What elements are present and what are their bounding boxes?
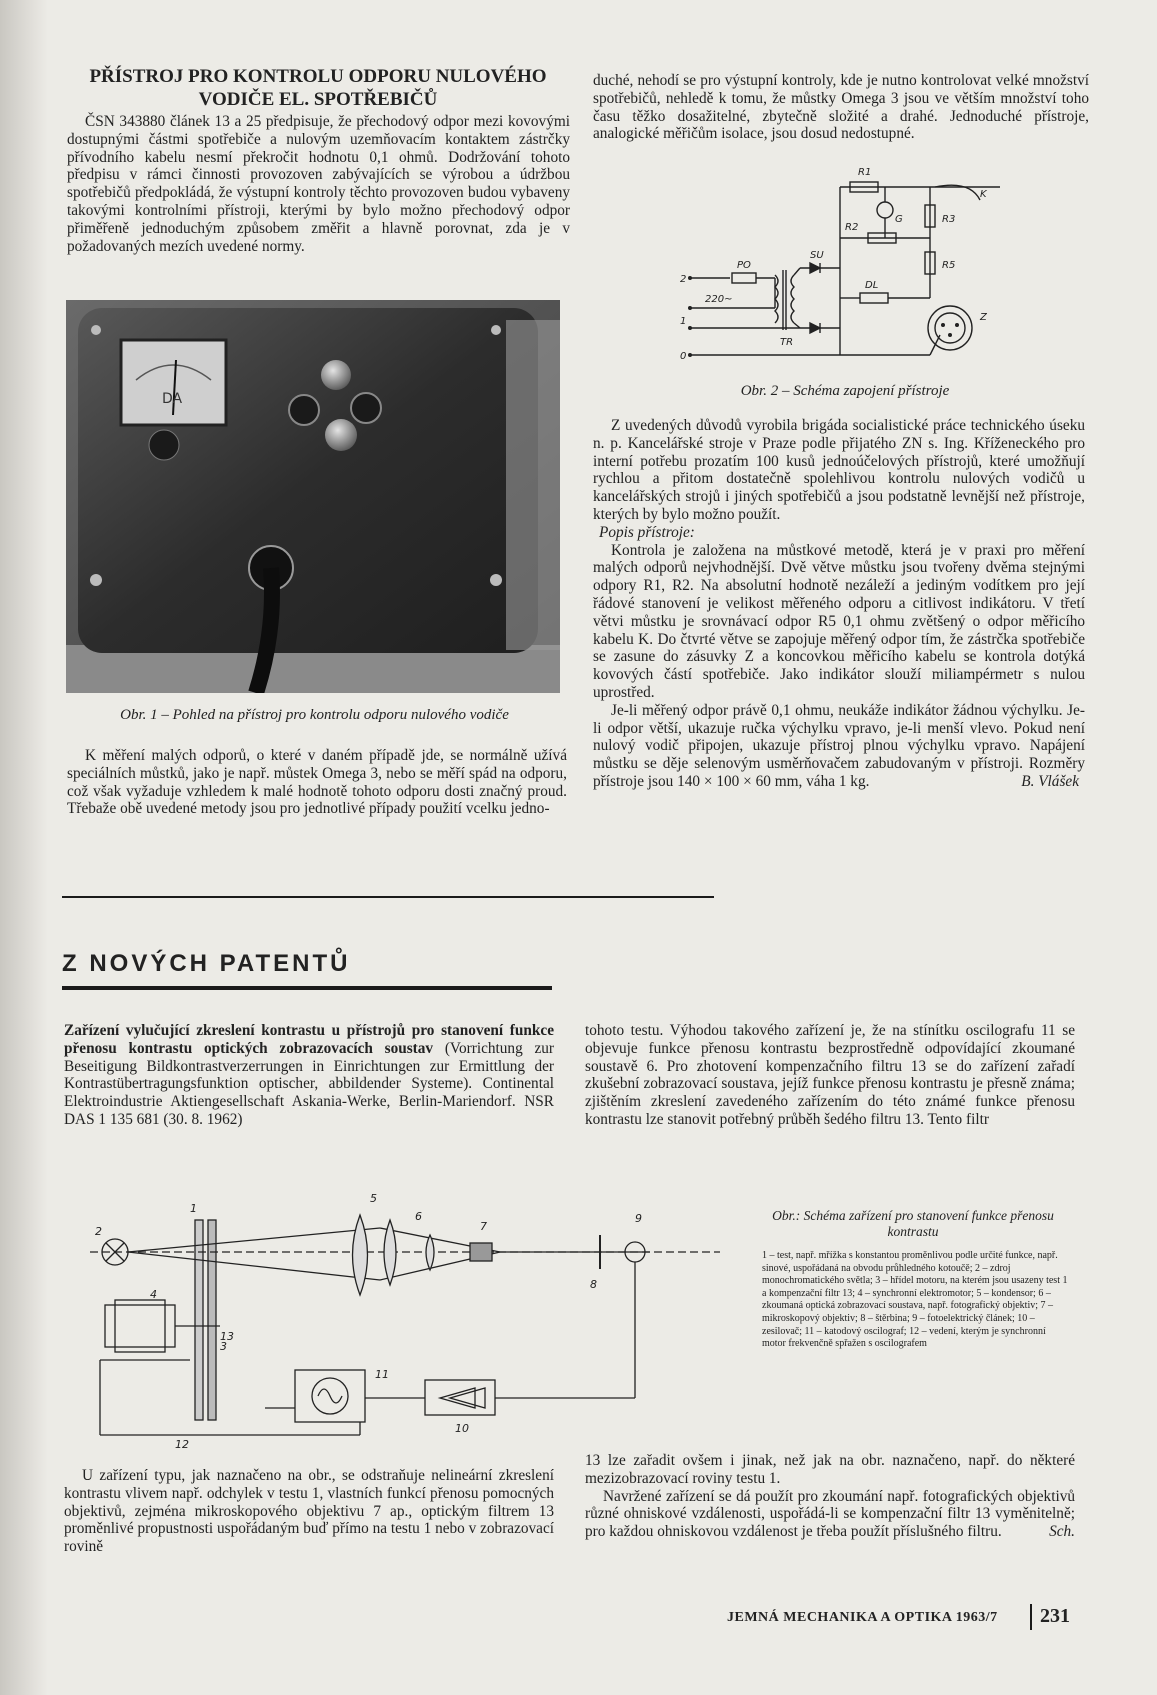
fig-num-3: 3	[220, 1340, 227, 1353]
patent-right-text-2: 13 lze zařadit ovšem i jinak, než jak na obr. naznačeno, např. do některé mezizobrazovací roviny testu 1.	[585, 1452, 1075, 1487]
microscope-objective	[470, 1243, 492, 1261]
patent-right-paragraph-1	[585, 1022, 1075, 1129]
fig-num-2: 2	[95, 1225, 102, 1238]
fig-num-12: 12	[175, 1438, 189, 1450]
label-terminal-2: 2	[680, 274, 687, 285]
patents-heading-underline	[62, 986, 552, 990]
patent-title: Zařízení vylučující zkreslení kontrastu u přístrojů pro stanovení funkce přenosu kontrastu optických zobrazovacích soustav	[64, 1022, 554, 1057]
article-paragraph-2	[67, 747, 567, 818]
fig-num-6: 6	[415, 1210, 422, 1223]
patent-left-paragraph	[64, 1467, 554, 1556]
fig-num-8: 8	[590, 1278, 597, 1291]
label-220: 220~	[705, 294, 733, 305]
author-signature: B. Vlášek	[1021, 772, 1079, 790]
label-tr: TR	[780, 337, 794, 348]
col2-paragraph-1	[593, 72, 1089, 143]
device-photo-drawing	[66, 300, 560, 693]
label-g: G	[895, 214, 903, 225]
article-title: PŘÍSTROJ PRO KONTROLU ODPORU NULOVÉHO VODIČE EL. SPOTŘEBIČŮ	[89, 66, 547, 110]
article-intro-paragraph	[67, 113, 570, 255]
para2-text: K měření malých odporů, o které v daném případě jde, se normálně užívá speciálních můstků, jako je např. můstek Omega 3, nebo se měří spád na odporu, což však vyžaduje vzhledem k malé hodnotě tohoto odporu dosti značný proud. Třebaže obě uvedené metody jsou pro jednotlivé případy použití vcelku jedno-	[67, 747, 567, 818]
dl-resistor	[860, 293, 888, 303]
fig-num-13: 13	[220, 1330, 234, 1343]
patents-heading: Z NOVÝCH PATENTŮ	[62, 950, 351, 977]
patent-right-text-1: tohoto testu. Výhodou takového zařízení je, že na stínítku oscilografu 11 se objevuje funkce přenosu kontrastu bezprostředně odpovídající zkoumané soustavě 6. Pro zhotovení kompenzačního filtru 13 se do zařízení zařadí zkušební zobrazovací soustava, jejíž funkce přenosu kontrastu je přesně známa; zjištěním zkreslení zavedeného zařízením do této známé funkce přenosu kontrastu lze stanovit potřebný průběh šedého filtru 13. Tento filtr	[585, 1022, 1075, 1128]
patent-figure-title: Obr.: Schéma zařízení pro stanovení funkce přenosu kontrastu	[772, 1208, 1054, 1239]
test-disk	[195, 1220, 203, 1420]
footer-divider	[1030, 1604, 1032, 1630]
page-number: 231	[1040, 1605, 1070, 1627]
col2-para1-text: duché, nehodí se pro výstupní kontroly, kde je nutno kontrolovat velké množství spotřebičů, nehledě k tomu, že můstky Omega 3 jsou ve větším množství toho času těžko dosažitelné, zbytečně složité a drahé. Jednoduché přístroje, analogické měřičům isolace, jsou dosud nedostupné.	[593, 72, 1089, 143]
po-fuse	[732, 273, 756, 283]
patent-left-text: U zařízení typu, jak naznačeno na obr., se odstraňuje nelineární zkreslení kontrastu vlivem např. odchylek v testu 1, vlastních funkcí přenosu pomocných objektivů, zejména mikroskopového objektivu 7 ap., optickým filtrem 13 proměnlivé propustnosti uspořádaným buď přímo na testu 1 nebo v zobrazovací rovině	[64, 1467, 554, 1556]
popis-subhead: Popis přístroje:	[599, 523, 695, 541]
patent-title-block	[64, 1022, 554, 1129]
optical-schematic	[90, 1160, 720, 1450]
label-z: Z	[980, 312, 987, 323]
intro-text: ČSN 343880 článek 13 a 25 předpisuje, že přechodový odpor mezi kovovými dostupnými částmi spotřebiče a nulovým uzemňovacím kontaktem zástrčky přívodního kabelu nesmí překročit hodnotu 0,1 ohmů. Dodržování tohoto předpisu v rámci činnosti provozoven zabývajících se výrobou a údržbou spotřebičů předpokládá, že výstupní kontroly těchto provozoven budou vybaveny takovými kontrolními přístroji, kterými by bylo možno přechodový odpor přiměřeně jednoduchým způsobem změřit a hlavně porovnat, zda je v požadovaných mezích uvedené normy.	[67, 113, 570, 255]
fig-num-10: 10	[455, 1422, 469, 1435]
patent-right-lower	[585, 1452, 1075, 1541]
label-r5: R5	[942, 260, 956, 271]
galvanometer-symbol	[877, 202, 893, 218]
patent-title-details: (Vorrichtung zur Beseitigung Bildkontrastverzerrungen in Einrichtungen zur Ermittlung der Kontrastübertragungsfunktion optischer, abbildender Systeme). Continental Elektroindustrie Aktiengesellschaft Askania-Werke, Berlin-Mariendorf. NSR DAS 1 135 681 (30. 8. 1962)	[64, 1039, 554, 1128]
col2-body	[593, 417, 1085, 791]
journal-footer: JEMNÁ MECHANIKA A OPTIKA 1963/7	[727, 1610, 998, 1625]
filter-disk	[208, 1220, 216, 1420]
fig-num-4: 4	[150, 1288, 157, 1301]
label-dl: DL	[865, 280, 879, 291]
section-separator	[62, 896, 714, 898]
label-su: SU	[810, 250, 824, 261]
objective-lens	[426, 1235, 434, 1270]
patent-right-text-3: Navržené zařízení se dá použít pro zkoumání např. fotografických objektivů různé ohniskové vzdálenosti, uspořádá-li se kompenzační filtr 13 vyměnitelně; pro každou ohniskovou vzdálenost je třeba použít příslušného filtru.	[585, 1487, 1075, 1541]
col2-para4-text: Je-li měřený odpor právě 0,1 ohmu, neukáže indikátor žádnou výchylku. Je-li odpor větší, ukazuje ručka výchylku vpravo, je-li menší vlevo. Pokud není nulový vodič připojen, ukazuje přístroj plnou výchylku vpravo. Napájení můstku se děje selenovým usměrňovačem zabudovaným v přístroji. Rozměry přístroje jsou 140 × 100 × 60 mm, váha 1 kg.	[593, 701, 1085, 790]
col2-para3-text: Kontrola je založena na můstkové metodě, která je v praxi pro měření malých odporů nejvhodnější. Dvě větve můstku jsou tvořeny dvěma stejnými odpory R1, R2. Na absolutní hodnotě nezáleží a jediným vodítkem pro její řádové stanovení je velikost měřeného odporu a citlivost indikátoru. V třetí větvi můstku je srovnávací odpor R5 0,1 ohmu zvětšený o odpor měřicího kabelu K. Do čtvrté větve se zapojuje měřený odpor tím, že zástrčka spotřebiče se zasune do zásuvky Z a koncovkou měřicího kabelu se kontrola dotýká kovových částí spotřebiče. Jako indikátor slouží miliampérmetr s nulou uprostřed.	[593, 541, 1085, 701]
meter-label: DA	[162, 391, 183, 407]
patent-figure-legend: 1 – test, např. mřížka s konstantou proměnlivou podle určité funkce, např. sinové, uspořádaná na obvodu průhledného kotoučě; 2 – zdroj monochromatického světla; 3 – hřídel motoru, na kterém jsou usazeny test 1 a kompenzační filtr 13; 4 – synchronní elektromotor; 5 – kondensor; 6 – zkoumaná optická zobrazovací soustava, např. fotografický objektiv; 7 – mikroskopový objektiv; 8 – štěrbina; 9 – fotoelektrický článek; 10 – zesilovač; 11 – katodový oscilograf; 12 – vedení, kterým je synchronní motor frekvenčně spřažen s oscilografem	[762, 1250, 1068, 1350]
fig2-caption: Obr. 2 – Schéma zapojení přístroje	[740, 383, 950, 399]
circuit-schematic	[680, 160, 1080, 380]
fig1-caption: Obr. 1 – Pohled na přístroj pro kontrolu odporu nulového vodiče	[120, 707, 509, 723]
label-r3: R3	[942, 214, 956, 225]
col2-para2-text: Z uvedených důvodů vyrobila brigáda socialistické práce technického úseku n. p. Kancelářské stroje v Praze podle přijatého ZN s. Ing. Kříženeckého pro interní potřebu prozatím 100 kusů jednoúčelových přístrojů, které umožňují rychlou a přitom dostatečně spolehlivou kontrolu nulových vodičů u kancelářských strojů i jiných spotřebičů a jsou podstatně levnější než přístroje, kterých by bylo možno použít.	[593, 417, 1085, 523]
fig-num-7: 7	[480, 1220, 487, 1233]
label-k: K	[980, 189, 987, 200]
label-terminal-0: 0	[680, 351, 687, 362]
page-binding-shadow	[0, 0, 48, 1695]
su-diode-1	[810, 263, 820, 273]
fig-num-5: 5	[370, 1192, 377, 1205]
label-terminal-1: 1	[680, 316, 687, 327]
label-po: PO	[737, 260, 751, 271]
fig-num-11: 11	[375, 1368, 389, 1381]
device-photo	[66, 300, 560, 693]
fig-num-9: 9	[635, 1212, 642, 1225]
su-diode-2	[810, 323, 820, 333]
condenser-lens	[353, 1215, 368, 1295]
fig-num-1: 1	[190, 1202, 197, 1215]
patent-signature: Sch.	[1049, 1523, 1075, 1541]
label-r1: R1	[858, 167, 872, 178]
label-r2: R2	[845, 222, 859, 233]
